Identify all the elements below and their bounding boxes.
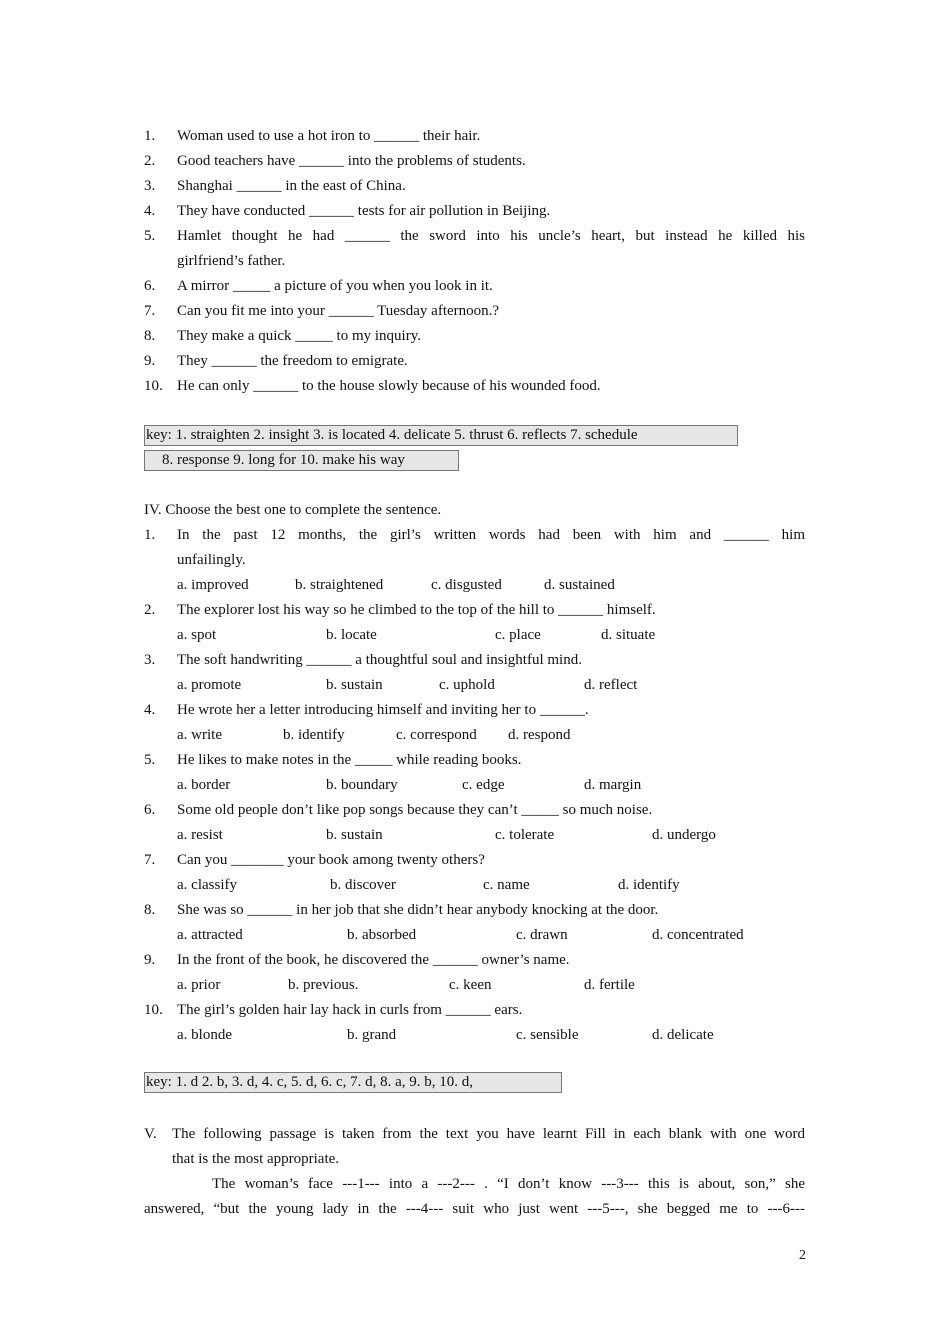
option: b. discover <box>330 877 396 893</box>
option: b. absorbed <box>347 927 417 943</box>
option: a. prior <box>177 977 221 993</box>
option: c. disgusted <box>431 577 502 593</box>
option: a. attracted <box>177 927 243 943</box>
page-number: 2 <box>799 1248 806 1263</box>
section4-heading: IV. Choose the best one to complete the sentence. <box>144 502 442 518</box>
option: b. straightened <box>295 577 384 593</box>
option: d. sustained <box>544 577 615 593</box>
option: c. uphold <box>439 677 495 693</box>
option: c. name <box>483 877 530 893</box>
option: b. sustain <box>326 677 383 693</box>
option: a. classify <box>177 877 237 893</box>
option: d. margin <box>584 777 642 793</box>
option: b. grand <box>347 1027 397 1043</box>
option: c. keen <box>449 977 492 993</box>
option: d. fertile <box>584 977 635 993</box>
answer-key-section3-line2: 8. response 9. long for 10. make his way <box>144 450 459 471</box>
option: a. resist <box>177 827 223 843</box>
answer-key-section4: key: 1. d 2. b, 3. d, 4. c, 5. d, 6. c, 7. d, 8. a, 9. b, 10. d, <box>144 1072 562 1093</box>
option: d. undergo <box>652 827 716 843</box>
option: a. write <box>177 727 222 743</box>
answer-key-section3-line1: key: 1. straighten 2. insight 3. is located 4. delicate 5. thrust 6. reflects 7. schedule <box>144 425 738 446</box>
option: b. identify <box>283 727 345 743</box>
option: d. reflect <box>584 677 638 693</box>
option: a. promote <box>177 677 242 693</box>
option: c. sensible <box>516 1027 579 1043</box>
option: a. border <box>177 777 231 793</box>
option: b. locate <box>326 627 377 643</box>
option: c. edge <box>462 777 505 793</box>
option: a. blonde <box>177 1027 232 1043</box>
option: d. situate <box>601 627 656 643</box>
option: b. boundary <box>326 777 398 793</box>
option: b. previous. <box>288 977 359 993</box>
option: c. drawn <box>516 927 568 943</box>
option: c. correspond <box>396 727 477 743</box>
option: c. tolerate <box>495 827 555 843</box>
option: d. delicate <box>652 1027 714 1043</box>
document-page: 1. Woman used to use a hot iron to ______ their hair. 2. Good teachers have ______ into the problems of students. 3. Shanghai ______ in the east of China. 4. They have conducted ______ tests for air pollution in Beijing. 5. Hamlet thought he had ______ the sword into his uncle’s heart, but instead he killed his girlfriend’s father. 6. A mirror _____ a picture of you when you look in it. 7. Can you fit me into your ______ Tuesday afternoon.? 8. They make a quick _____ to my inquiry. 9. They ______ the freedom to emigrate. 10. He can only ______ to the house slowly because of his wounded food. key: 1. straighten 2. insight 3. is located 4. delicate 5. thrust 6. reflects 7. schedule 8. response 9. long for 10. make his way IV. Choose the best one to complete the sentence. 1. In the past 12 months, the girl’s written words had been with him and ______ him unfailingly. a. improved b. straightened c. disgusted d. sustained 2. The explorer lost his way so he climbed to the top of the hill to ______ himself. a. spot b. locate c. place d. situate 3. The soft handwriting ______ a thoughtful soul and insightful mind. a. promote b. sustain c. uphold d. reflect 4. He wrote her a letter introducing himself and inviting her to ______. a. write b. identify c. correspond d. respond 5. He likes to make notes in the _____ while reading books. a. border b. boundary c. edge d. margin 6. Some old people don’t like pop songs because they can’t _____ so much noise. a. resist b. sustain c. tolerate d. undergo 7. Can you _______ your book among twenty others? a. classify b. discover c. name d. identify 8. She was so ______ in her job that she didn’t hear anybody knocking at the door. a. attracted b. absorbed c. drawn d. concentrated 9. In the front of the book, he discovered the ______ owner’s name. a. prior b. previous. c. keen d. fertile 10. The girl’s golden hair lay hack in curls from ______ ears. a. blonde b. grand c. sensible d. delicate key: 1. d 2. b, 3. d, 4. c, 5. d, 6. c, 7. d, 8. a, 9. b, 10. d, V. The following passage is taken from the text you have learnt Fill in each blank with one word that is the most appropriate. The woman’s face ---1--- into a ---2--- . “I don’t know ---3--- this is about, son,” she answered, “but the young lady in the ---4--- suit who just went ---5---, she begged me to ---6--- 2 <box>144 128 806 1263</box>
option: b. sustain <box>326 827 383 843</box>
option: a. improved <box>177 577 249 593</box>
option: c. place <box>495 627 541 643</box>
option: a. spot <box>177 627 217 643</box>
option: d. respond <box>508 727 571 743</box>
option: d. concentrated <box>652 927 744 943</box>
option: d. identify <box>618 877 680 893</box>
